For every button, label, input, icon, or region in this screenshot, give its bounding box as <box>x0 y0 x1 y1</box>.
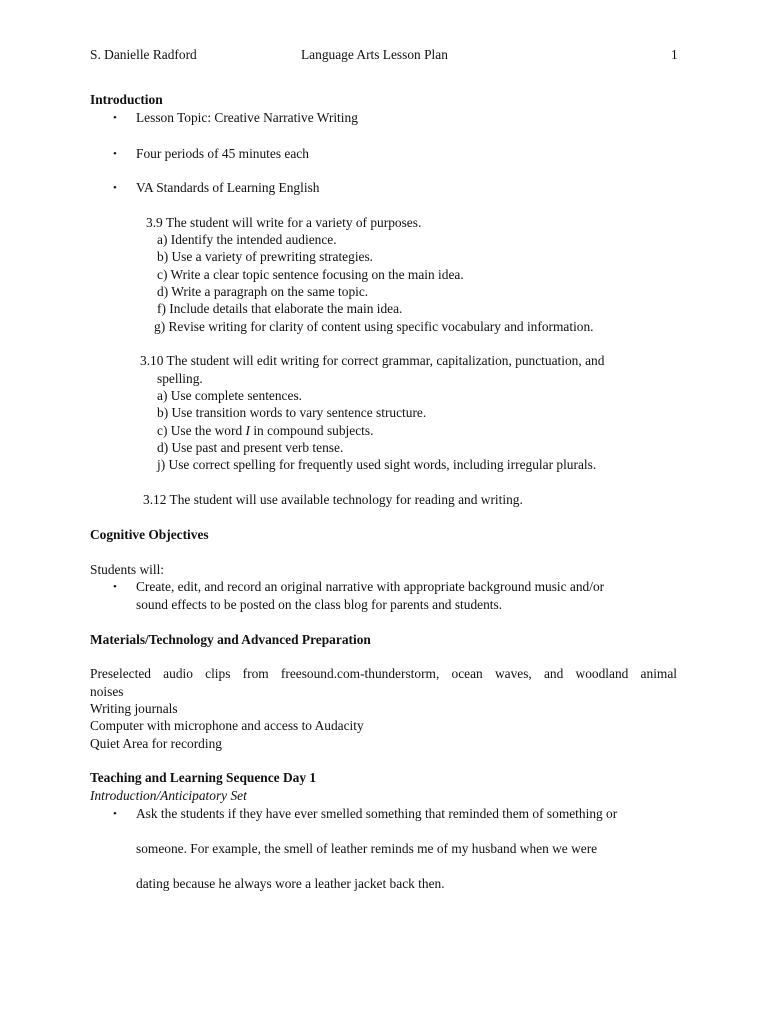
cognitive-objective-continued: sound effects to be posted on the class blog for parents and students. <box>136 597 503 612</box>
standard-3-10-continued: spelling. <box>157 371 203 386</box>
materials-heading: Materials/Technology and Advanced Preparation <box>90 632 371 647</box>
materials-line: Writing journals <box>90 701 178 716</box>
header-author: S. Danielle Radford <box>90 47 197 62</box>
teaching-bullet-continued: someone. For example, the smell of leather reminds me of my husband when we were <box>136 841 598 856</box>
bullet-icon: • <box>113 148 117 160</box>
standard-item: b) Use transition words to vary sentence structure. <box>157 405 427 420</box>
standard-3-10: 3.10 The student will edit writing for correct grammar, capitalization, punctuation, and <box>140 353 605 368</box>
cognitive-heading: Cognitive Objectives <box>90 527 209 542</box>
standard-item <box>157 422 373 439</box>
bullet-icon: • <box>113 182 117 194</box>
teaching-heading: Teaching and Learning Sequence Day 1 <box>90 770 317 785</box>
cognitive-objective: Create, edit, and record an original narrative with appropriate background music and/or <box>136 579 605 594</box>
standard-item: f) Include details that elaborate the main idea. <box>157 301 403 316</box>
materials-line: Computer with microphone and access to Audacity <box>90 718 364 733</box>
standard-item-c-start: c) Use the word <box>157 423 246 438</box>
lesson-topic: Lesson Topic: Creative Narrative Writing <box>136 110 358 125</box>
lesson-periods: Four periods of 45 minutes each <box>136 146 309 161</box>
materials-line: noises <box>90 684 124 699</box>
bullet-icon: • <box>113 581 117 593</box>
teaching-bullet: Ask the students if they have ever smelled something that reminded them of something or <box>136 806 618 821</box>
lesson-standards: VA Standards of Learning English <box>136 180 320 195</box>
standard-item: a) Identify the intended audience. <box>157 232 337 247</box>
materials-line: Quiet Area for recording <box>90 736 222 751</box>
materials-line: Preselected audio clips from freesound.com-thunderstorm, ocean waves, and woodland animal <box>90 666 677 681</box>
standard-3-9: 3.9 The student will write for a variety of purposes. <box>146 215 422 230</box>
standard-item-c-rest: in compound subjects. <box>249 423 374 438</box>
introduction-heading: Introduction <box>90 92 163 107</box>
standard-item-c-italic: I <box>245 423 250 438</box>
standard-item: c) Write a clear topic sentence focusing on the main idea. <box>157 267 464 282</box>
standard-item: a) Use complete sentences. <box>157 388 303 403</box>
standard-item: d) Use past and present verb tense. <box>157 440 344 455</box>
standard-3-12: 3.12 The student will use available technology for reading and writing. <box>143 492 523 507</box>
bullet-icon: • <box>113 112 117 124</box>
header-title: Language Arts Lesson Plan <box>301 47 448 62</box>
teaching-subheading: Introduction/Anticipatory Set <box>90 788 247 803</box>
standard-item: j) Use correct spelling for frequently used sight words, including irregular plurals. <box>157 457 597 472</box>
bullet-icon: • <box>113 808 117 820</box>
teaching-bullet-continued: dating because he always wore a leather jacket back then. <box>136 876 445 891</box>
page-number: 1 <box>671 47 678 62</box>
standard-item: b) Use a variety of prewriting strategies. <box>157 249 374 264</box>
standard-item: d) Write a paragraph on the same topic. <box>157 284 369 299</box>
standard-item: g) Revise writing for clarity of content using specific vocabulary and information. <box>154 319 594 334</box>
cognitive-intro: Students will: <box>90 562 165 577</box>
